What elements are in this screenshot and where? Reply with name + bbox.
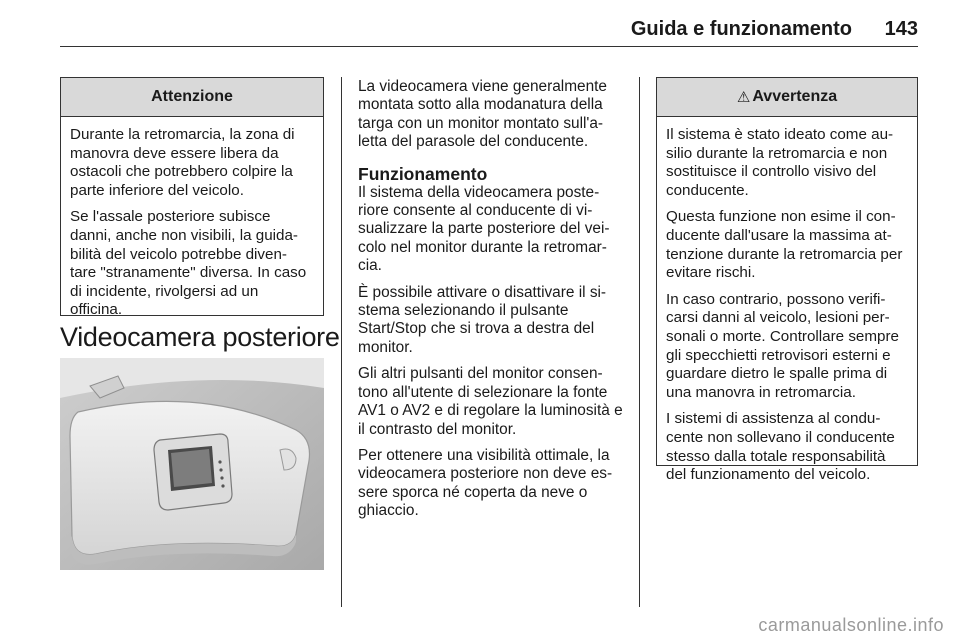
camera-description-column	[358, 78, 624, 529]
warning-box-title: Avvertenza	[752, 88, 838, 105]
subheading-funzionamento: Funzionamento	[358, 163, 488, 184]
attention-box	[60, 77, 324, 319]
body-paragraph: Il sistema della videocamera poste- riore consente al conducente di vi- sualizzare la parte posteriore del vei- colo nel monitor durante la retromar- cia.	[358, 183, 610, 275]
body-paragraph: Gli altri pulsanti del monitor consen- tono all'utente di selezionare la fonte AV1 o AV2 e di regolare la luminosità e il contrasto del monitor.	[358, 365, 623, 438]
intro-paragraph: La videocamera viene generalmente montata sotto alla modanatura della targa con un monitor montato sull'a- letta del parasole del conducente.	[358, 78, 607, 151]
header-title: Guida e funzionamento	[630, 18, 852, 40]
warning-box	[656, 77, 918, 484]
warning-box-body	[657, 117, 917, 493]
body-paragraph: È possibile attivare o disattivare il si- stema selezionando il pulsante Start/Stop che si trova a destra del monitor.	[358, 283, 607, 356]
watermark-text: carmanualsonline.info	[758, 615, 944, 635]
warning-paragraph: In caso contrario, possono verifi- carsi danni al veicolo, lesioni per- sonali o morte. Controllare sempre gli specchietti retrovisori esterni e guardare dietro le spalle prima di una manovra in retromarcia.	[666, 290, 899, 401]
sun-visor-monitor-illustration	[60, 358, 324, 570]
warning-box-header	[657, 78, 917, 117]
body-paragraph: Per ottenere una visibilità ottimale, la videocamera posteriore non deve es- sere sporca né coperta da neve o ghiaccio.	[358, 446, 613, 520]
attention-box-body	[61, 117, 323, 328]
sun-visor-illustration-svg	[60, 358, 324, 570]
page-header	[60, 16, 918, 47]
page-number: 143	[884, 18, 918, 40]
section-title: Videocamera posteriore	[60, 322, 340, 352]
warning-triangle-icon: ⚠	[736, 89, 751, 106]
warning-paragraph: Il sistema è stato ideato come au- silio durante la retromarcia e non sostituisce il controllo visivo del conducente.	[666, 126, 894, 199]
column-divider-right	[639, 77, 640, 607]
column-divider-left	[341, 77, 342, 607]
attention-box-title: Attenzione	[61, 78, 323, 117]
warning-paragraph: I sistemi di assistenza al condu- cente non sollevano il conducente stesso dalla totale responsabilità del funzionamento del veicolo.	[666, 410, 895, 484]
attention-paragraph: Durante la retromarcia, la zona di manovra deve essere libera da ostacoli che potrebbero colpire la parte inferiore del veicolo.	[70, 126, 295, 199]
attention-paragraph: Se l'assale posteriore subisce danni, anche non visibili, la guida- bilità del veicolo potrebbe diven- tare "stranamente" diversa. In caso di incidente, rivolgersi ad un officina.	[70, 208, 307, 319]
warning-paragraph: Questa funzione non esime il con- ducente dall'usare la massima at- tenzione durante la retromarcia per evitare rischi.	[666, 208, 903, 282]
